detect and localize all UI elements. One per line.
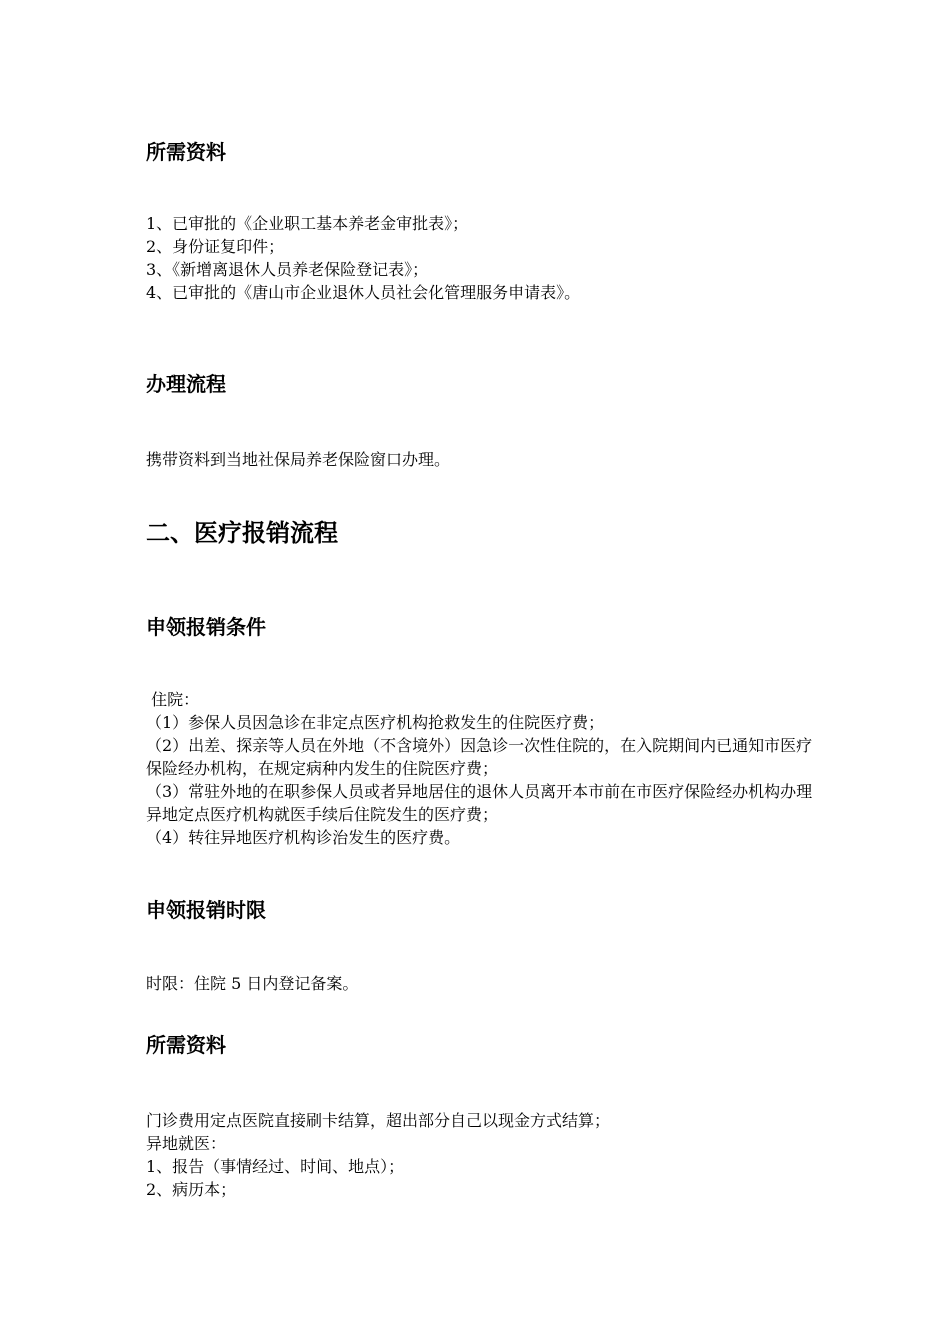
list-item: 4、已审批的《唐山市企业退休人员社会化管理服务申请表》。 [146, 283, 581, 302]
list-item: （3）常驻外地的在职参保人员或者异地居住的退休人员离开本市前在市医疗保险经办机构办理异地定点医疗机构就医手续后住院发生的医疗费； [146, 782, 813, 824]
list-item: 住院： [146, 690, 200, 709]
conditions-heading: 申领报销条件 [146, 615, 266, 639]
list-item: 2、身份证复印件； [146, 237, 285, 256]
list-item: 1、报告（事情经过、时间、地点）； [146, 1157, 405, 1176]
materials-heading: 所需资料 [146, 140, 226, 164]
list-item: （2）出差、探亲等人员在外地（不含境外）因急诊一次性住院的，在入院期间内已通知市医疗保险经办机构，在规定病种内发生的住院医疗费； [146, 736, 813, 778]
list-item: 1、已审批的《企业职工基本养老金审批表》； [146, 214, 469, 233]
time-limit-text: 时限：住院 5 日内登记备案。 [146, 974, 359, 993]
section-title: 二、医疗报销流程 [146, 519, 338, 547]
list-item: 2、病历本； [146, 1180, 237, 1199]
materials-list [146, 212, 816, 304]
list-item: 异地就医： [146, 1134, 227, 1153]
list-item: （1）参保人员因急诊在非定点医疗机构抢救发生的住院医疗费； [146, 713, 605, 732]
list-item: 门诊费用定点医院直接刷卡结算，超出部分自己以现金方式结算； [146, 1111, 611, 1130]
medical-materials-list [146, 1109, 816, 1201]
list-item: 3、《新增离退休人员养老保险登记表》； [146, 260, 429, 279]
medical-materials-heading: 所需资料 [146, 1033, 226, 1057]
time-limit-heading: 申领报销时限 [146, 898, 266, 922]
process-heading: 办理流程 [146, 372, 226, 396]
conditions-list [146, 688, 816, 849]
process-text: 携带资料到当地社保局养老保险窗口办理。 [146, 450, 451, 469]
list-item: （4）转往异地医疗机构诊治发生的医疗费。 [146, 828, 461, 847]
